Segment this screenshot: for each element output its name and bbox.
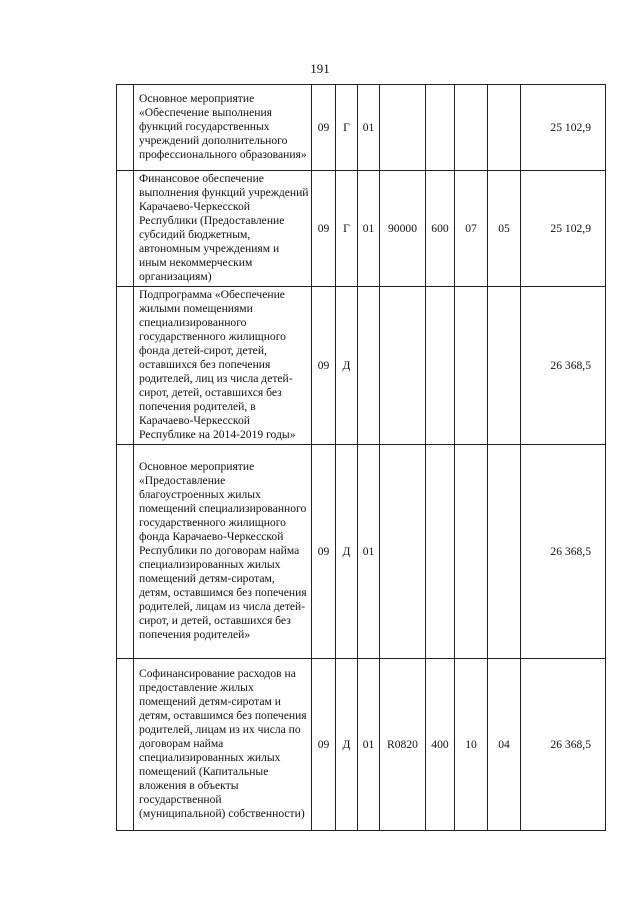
expense-type-code — [426, 445, 455, 659]
section-code: 07 — [455, 171, 488, 287]
activity-code: 01 — [358, 85, 380, 171]
program-code: 09 — [312, 85, 336, 171]
activity-code: 01 — [358, 445, 380, 659]
blank-cell — [117, 659, 134, 831]
table-row — [117, 85, 606, 171]
budget-table — [116, 84, 606, 831]
subprogram-code: Г — [336, 85, 358, 171]
amount: 26 368,5 — [521, 445, 606, 659]
blank-cell — [117, 445, 134, 659]
table-row — [117, 445, 606, 659]
subsection-code: 05 — [488, 171, 521, 287]
program-code: 09 — [312, 171, 336, 287]
row-name: Основное мероприятие «Обеспечение выполнения функций государственных учреждений дополнительного профессионального образования» — [134, 85, 312, 171]
direction-code — [380, 287, 426, 445]
direction-code: R0820 — [380, 659, 426, 831]
table-row — [117, 659, 606, 831]
subprogram-code: Д — [336, 659, 358, 831]
blank-cell — [117, 85, 134, 171]
section-code — [455, 85, 488, 171]
expense-type-code: 400 — [426, 659, 455, 831]
table-row — [117, 287, 606, 445]
row-name: Подпрограмма «Обеспечение жилыми помещениями специализированного государственного жилищного фонда детей-сирот, детей, оставшихся без попечения родителей, лиц из числа детей-сирот, детей, оставшихся без попечения родителей, в Карачаево-Черкесской Республике на 2014-2019 годы» — [134, 287, 312, 445]
subsection-code: 04 — [488, 659, 521, 831]
activity-code: 01 — [358, 171, 380, 287]
activity-code: 01 — [358, 659, 380, 831]
amount: 26 368,5 — [521, 287, 606, 445]
expense-type-code — [426, 85, 455, 171]
expense-type-code — [426, 287, 455, 445]
program-code: 09 — [312, 659, 336, 831]
program-code: 09 — [312, 445, 336, 659]
table-row — [117, 171, 606, 287]
direction-code — [380, 445, 426, 659]
blank-cell — [117, 287, 134, 445]
direction-code: 90000 — [380, 171, 426, 287]
subsection-code — [488, 287, 521, 445]
row-name: Основное мероприятие «Предоставление благоустроенных жилых помещений специализированного государственного жилищного фонда Карачаево-Черкесской Республики по договорам найма специализированных жилых помещений детям-сиротам, детям, оставшимся без попечения родителей, лицам из числа детей-сирот, и детей, оставшихся без попечения родителей» — [134, 445, 312, 659]
row-name: Финансовое обеспечение выполнения функций учреждений Карачаево-Черкесской Республики (Предоставление субсидий бюджетным, автономным учреждениям и иным некоммерческим организациям) — [134, 171, 312, 287]
direction-code — [380, 85, 426, 171]
subsection-code — [488, 445, 521, 659]
section-code — [455, 445, 488, 659]
section-code — [455, 287, 488, 445]
blank-cell — [117, 171, 134, 287]
page-number: 191 — [310, 61, 330, 76]
amount: 25 102,9 — [521, 85, 606, 171]
subprogram-code: Г — [336, 171, 358, 287]
amount: 26 368,5 — [521, 659, 606, 831]
program-code: 09 — [312, 287, 336, 445]
amount: 25 102,9 — [521, 171, 606, 287]
subsection-code — [488, 85, 521, 171]
subprogram-code: Д — [336, 445, 358, 659]
subprogram-code: Д — [336, 287, 358, 445]
row-name: Софинансирование расходов на предоставление жилых помещений детям-сиротам и детям, оставшимся без попечения родителей, лицам из их числа по договорам найма специализированных жилых помещений (Капитальные вложения в объекты государственной (муниципальной) собственности) — [134, 659, 312, 831]
section-code: 10 — [455, 659, 488, 831]
expense-type-code: 600 — [426, 171, 455, 287]
activity-code — [358, 287, 380, 445]
